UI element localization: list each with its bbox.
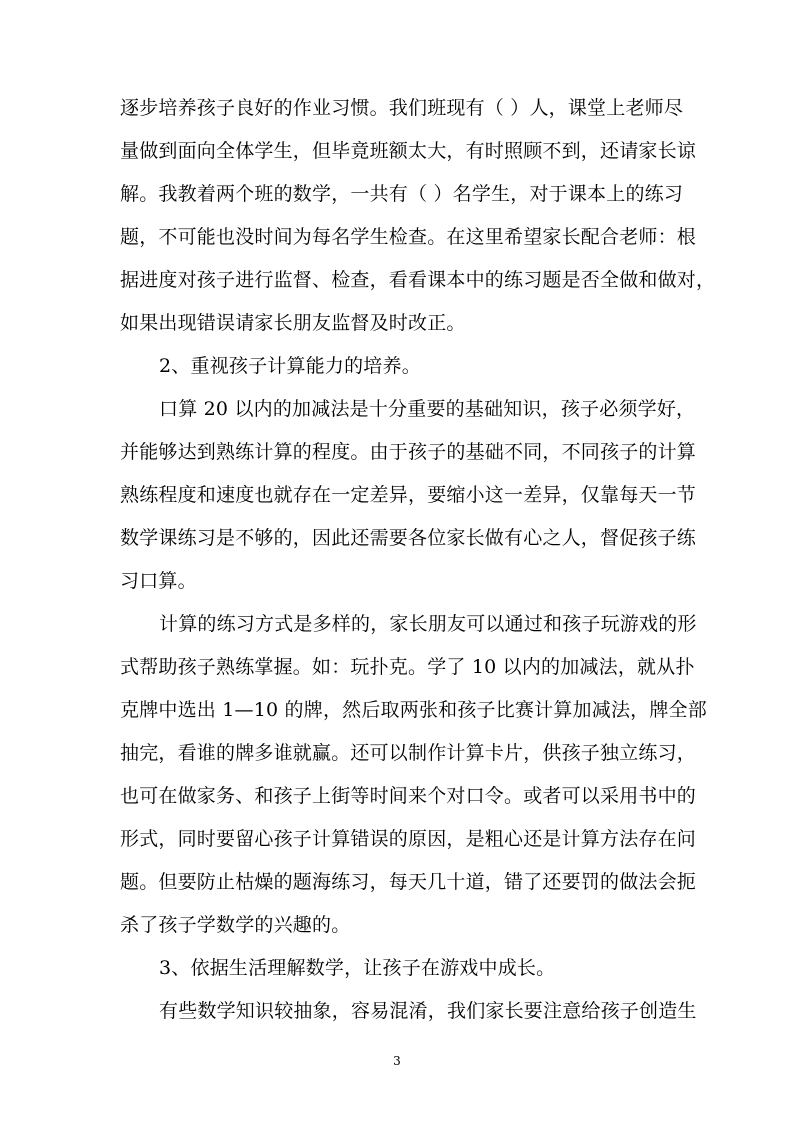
page-number: 3	[393, 1054, 401, 1068]
text-line: 数学课练习是不够的，因此还需要各位家长做有心之人，督促孩子练	[120, 527, 697, 549]
text-line: 式帮助孩子熟练掌握。如：玩扑克。学了 10 以内的加减法，就从扑	[120, 656, 695, 678]
text-line: 口算 20 以内的加减法是十分重要的基础知识，孩子必须学好，	[159, 398, 696, 420]
text-line: 题。但要防止枯燥的题海练习，每天几十道，错了还要罚的做法会扼	[120, 871, 697, 893]
text-line: 有些数学知识较抽象，容易混淆，我们家长要注意给孩子创造生	[159, 1000, 697, 1022]
text-line: 形式，同时要留心孩子计算错误的原因，是粗心还是计算方法存在问	[120, 828, 697, 850]
text-line: 解。我教着两个班的数学，一共有（ ）名学生，对于课本上的练习	[120, 183, 684, 205]
section-heading: 2、重视孩子计算能力的培养。	[159, 355, 421, 377]
text-line: 也可在做家务、和孩子上街等时间来个对口令。或者可以采用书中的	[120, 785, 697, 807]
text-line: 计算的练习方式是多样的，家长朋友可以通过和孩子玩游戏的形	[159, 613, 697, 635]
section-heading: 3、依据生活理解数学，让孩子在游戏中成长。	[159, 957, 556, 979]
text-line: 逐步培养孩子良好的作业习惯。我们班现有（ ）人，课堂上老师尽	[120, 97, 684, 119]
text-line: 抽完，看谁的牌多谁就赢。还可以制作计算卡片，供孩子独立练习，	[120, 742, 697, 764]
text-line: 习口算。	[120, 570, 197, 592]
text-line: 如果出现错误请家长朋友监督及时改正。	[120, 312, 466, 334]
text-line: 量做到面向全体学生，但毕竟班额太大，有时照顾不到，还请家长谅	[120, 140, 697, 162]
text-line: 据进度对孩子进行监督、检查，看看课本中的练习题是否全做和做对，	[120, 269, 716, 291]
text-line: 熟练程度和速度也就存在一定差异，要缩小这一差异，仅靠每天一节	[120, 484, 697, 506]
text-line: 并能够达到熟练计算的程度。由于孩子的基础不同，不同孩子的计算	[120, 441, 697, 463]
text-line: 克牌中选出 1—10 的牌，然后取两张和孩子比赛计算加减法，牌全部	[120, 699, 707, 721]
text-line: 题，不可能也没时间为每名学生检查。在这里希望家长配合老师：根	[120, 226, 697, 248]
text-line: 杀了孩子学数学的兴趣的。	[120, 914, 351, 936]
